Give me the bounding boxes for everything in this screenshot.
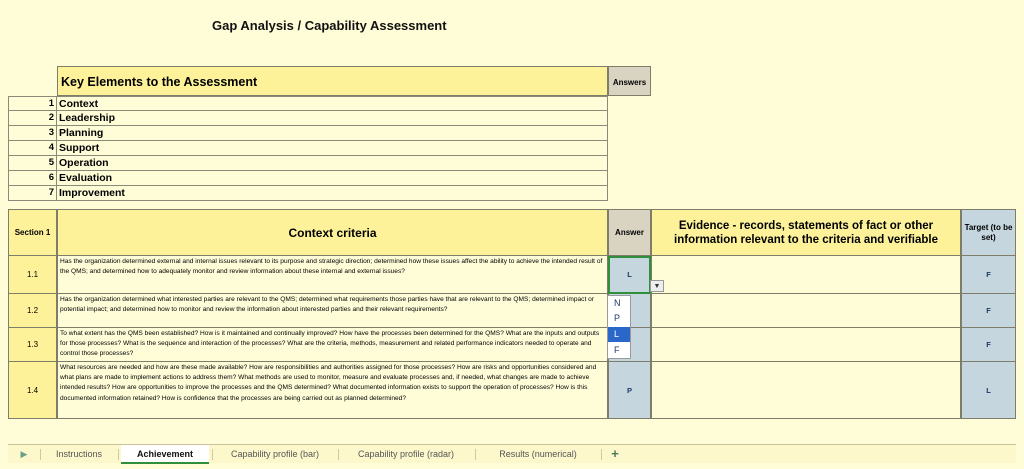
criteria-cell[interactable]: To what extent has the QMS been established? How is it maintained and continually improved? How have the processes been determined for the QMS? What are the inputs and outputs for those processes? What is the sequence and interaction of the processes? What are the criteria, methods, measurement and related performance indicators needed to operate and control those processes? — [57, 328, 608, 362]
element-label-leadership[interactable]: Leadership — [57, 111, 608, 126]
target-cell[interactable]: F — [961, 256, 1016, 294]
key-elements-header[interactable]: Key Elements to the Assessment — [57, 66, 608, 96]
sheet-title: Gap Analysis / Capability Assessment — [212, 18, 447, 33]
dropdown-option-l-selected[interactable]: L — [608, 327, 630, 342]
criteria-header[interactable]: Context criteria — [57, 209, 608, 256]
element-label-improvement[interactable]: Improvement — [57, 186, 608, 201]
target-header[interactable]: Target (to be set) — [961, 209, 1016, 256]
tab-capability-profile-radar[interactable]: Capability profile (radar) — [357, 449, 455, 459]
element-number[interactable]: 6 — [8, 171, 57, 186]
tab-results-numerical[interactable]: Results (numerical) — [499, 449, 577, 459]
target-cell[interactable]: F — [961, 328, 1016, 362]
tab-divider — [212, 449, 213, 460]
target-cell[interactable]: L — [961, 362, 1016, 419]
element-number[interactable]: 3 — [8, 126, 57, 141]
evidence-header[interactable]: Evidence - records, statements of fact or other information relevant to the criteria and verifiable — [651, 209, 961, 256]
dropdown-option-f[interactable]: F — [614, 345, 620, 355]
element-number[interactable]: 7 — [8, 186, 57, 201]
answer-cell-selected[interactable]: L — [608, 256, 651, 294]
criteria-cell[interactable]: Has the organization determined what interested parties are relevant to the QMS; determined what requirements those parties have that are relevant to the QMS; determined impact or potential impact; and determined how to monitor and review the information about interested parties and their relevant requirements? — [57, 294, 608, 328]
tab-divider — [475, 449, 476, 460]
dropdown-option-p[interactable]: P — [614, 313, 621, 323]
sheet-nav-arrow-icon[interactable]: ▶ — [20, 449, 28, 459]
add-sheet-icon[interactable]: + — [611, 446, 619, 461]
evidence-cell[interactable] — [651, 294, 961, 328]
criteria-cell[interactable]: Has the organization determined external and internal issues relevant to its purpose and strategic direction; determined how these issues affect the ability to achieve the intended result of the QMS; and determined how to adequately monitor and review information about these internal and external issues? — [57, 256, 608, 294]
element-number[interactable]: 5 — [8, 156, 57, 171]
tab-achievement[interactable]: Achievement — [121, 445, 209, 464]
evidence-cell[interactable] — [651, 362, 961, 419]
tab-divider — [40, 449, 41, 460]
row-number[interactable]: 1.3 — [8, 328, 57, 362]
answer-cell[interactable]: P — [608, 362, 651, 419]
sheet-tab-bar — [8, 444, 1016, 463]
answers-header[interactable]: Answers — [608, 66, 651, 96]
tab-divider — [601, 449, 602, 460]
element-label-support[interactable]: Support — [57, 141, 608, 156]
answer-header[interactable]: Answer — [608, 209, 651, 256]
element-number[interactable]: 1 — [8, 96, 57, 111]
answer-dropdown-list[interactable] — [607, 295, 631, 359]
row-number[interactable]: 1.2 — [8, 294, 57, 328]
element-number[interactable]: 4 — [8, 141, 57, 156]
element-label-operation[interactable]: Operation — [57, 156, 608, 171]
element-label-context[interactable]: Context — [57, 96, 608, 111]
evidence-cell[interactable] — [651, 256, 961, 294]
tab-capability-profile-bar[interactable]: Capability profile (bar) — [230, 449, 320, 459]
target-cell[interactable]: F — [961, 294, 1016, 328]
dropdown-option-n[interactable]: N — [614, 298, 621, 308]
criteria-cell[interactable]: What resources are needed and how are these made available? How are responsibilities and authorities assigned for those processes? How are risks and opportunities considered and what plans are made to implement actions to address them? What methods are used to monitor, measure and evaluate processes and, if needed, what changes are made to achieve intended results? How are opportunities to improve the processes and the QMS determined? What documented information exists to support the operation of processes? How is this documented information retained? How is confidence that the processes are being carried out as planned determined? — [57, 362, 608, 419]
element-number[interactable]: 2 — [8, 111, 57, 126]
tab-divider — [338, 449, 339, 460]
tab-divider — [118, 449, 119, 460]
evidence-cell[interactable] — [651, 328, 961, 362]
dropdown-arrow-button[interactable]: ▼ — [650, 280, 664, 292]
section-header[interactable]: Section 1 — [8, 209, 57, 256]
tab-instructions[interactable]: Instructions — [55, 449, 103, 459]
element-label-evaluation[interactable]: Evaluation — [57, 171, 608, 186]
row-number[interactable]: 1.1 — [8, 256, 57, 294]
element-label-planning[interactable]: Planning — [57, 126, 608, 141]
row-number[interactable]: 1.4 — [8, 362, 57, 419]
